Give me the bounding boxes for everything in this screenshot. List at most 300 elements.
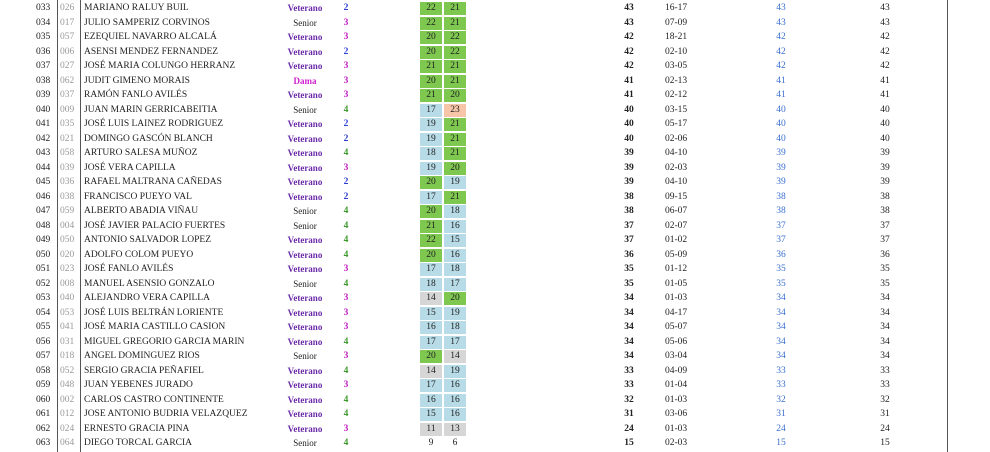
position-cell: 061 bbox=[36, 409, 51, 419]
total-repeat-cell: 35 bbox=[776, 278, 786, 289]
score-round-2-cell: 20 bbox=[444, 162, 466, 175]
total-cell: 41 bbox=[624, 90, 634, 100]
bib-number-cell: 035 bbox=[60, 119, 75, 129]
final-total-cell: 36 bbox=[880, 249, 890, 260]
score-round-2-cell: 16 bbox=[444, 220, 466, 233]
tiebreak-cell: 03-06 bbox=[665, 409, 688, 419]
final-total-cell: 34 bbox=[880, 307, 890, 318]
score-round-1-cell: 21 bbox=[420, 89, 442, 102]
final-total-cell: 42 bbox=[880, 46, 890, 57]
tiebreak-cell: 07-09 bbox=[665, 17, 688, 28]
position-cell: 055 bbox=[36, 322, 51, 332]
group-cell: 3 bbox=[343, 75, 349, 86]
category-cell: Veterano bbox=[287, 46, 323, 57]
position-cell: 034 bbox=[36, 17, 51, 28]
position-cell: 052 bbox=[36, 278, 51, 289]
score-round-2-cell: 18 bbox=[444, 205, 466, 218]
table-row bbox=[0, 349, 990, 364]
group-cell: 4 bbox=[343, 206, 349, 216]
position-cell: 048 bbox=[36, 220, 51, 231]
player-name-cell: JOSÉ VERA CAPILLA bbox=[84, 162, 176, 173]
score-round-2-cell: 16 bbox=[444, 394, 466, 407]
total-repeat-cell: 39 bbox=[776, 162, 786, 173]
final-total-cell: 42 bbox=[880, 32, 890, 42]
group-cell: 4 bbox=[343, 235, 349, 245]
score-round-2-cell: 21 bbox=[444, 191, 466, 204]
position-cell: 036 bbox=[36, 46, 51, 57]
total-repeat-cell: 40 bbox=[776, 133, 786, 144]
position-cell: 059 bbox=[36, 380, 51, 390]
score-round-1-cell: 14 bbox=[420, 365, 442, 378]
category-cell: Veterano bbox=[287, 61, 323, 71]
group-cell: 2 bbox=[343, 177, 349, 187]
total-repeat-cell: 40 bbox=[776, 104, 786, 115]
group-cell: 3 bbox=[343, 293, 349, 303]
score-round-2-cell: 21 bbox=[444, 118, 466, 131]
final-total-cell: 37 bbox=[880, 235, 890, 245]
tiebreak-cell: 18-21 bbox=[665, 32, 688, 42]
category-cell: Veterano bbox=[287, 235, 323, 245]
total-cell: 38 bbox=[624, 191, 634, 202]
total-repeat-cell: 43 bbox=[776, 17, 786, 28]
category-cell: Veterano bbox=[287, 133, 323, 144]
total-repeat-cell: 34 bbox=[776, 307, 786, 318]
score-round-1-cell: 14 bbox=[420, 292, 442, 305]
total-repeat-cell: 38 bbox=[776, 191, 786, 202]
total-repeat-cell: 37 bbox=[776, 235, 786, 245]
category-cell: Senior bbox=[293, 278, 317, 289]
position-cell: 046 bbox=[36, 191, 51, 202]
player-name-cell: ANGEL DOMINGUEZ RIOS bbox=[84, 351, 200, 361]
score-round-1-cell: 15 bbox=[420, 408, 442, 421]
player-name-cell: EZEQUIEL NAVARRO ALCALÁ bbox=[84, 32, 217, 42]
player-name-cell: JOSÉ LUIS LAINEZ RODRIGUEZ bbox=[84, 119, 224, 129]
final-total-cell: 42 bbox=[880, 61, 890, 71]
total-cell: 33 bbox=[624, 365, 634, 376]
score-round-2-cell: 17 bbox=[444, 278, 466, 291]
score-round-2-cell: 16 bbox=[444, 249, 466, 262]
total-cell: 36 bbox=[624, 249, 634, 260]
total-repeat-cell: 34 bbox=[776, 336, 786, 347]
player-name-cell: RAMÓN FANLO AVILÉS bbox=[84, 90, 188, 100]
total-cell: 35 bbox=[624, 264, 634, 274]
final-total-cell: 39 bbox=[880, 162, 890, 173]
player-name-cell: JOSÉ MARIA CASTILLO CASION bbox=[84, 322, 226, 332]
player-name-cell: FRANCISCO PUEYO VAL bbox=[84, 191, 192, 202]
score-round-1-cell: 19 bbox=[420, 162, 442, 175]
score-round-1-cell: 22 bbox=[420, 2, 442, 15]
position-cell: 057 bbox=[36, 351, 51, 361]
position-cell: 039 bbox=[36, 90, 51, 100]
score-round-1-cell: 21 bbox=[420, 60, 442, 73]
category-cell: Senior bbox=[293, 206, 317, 216]
group-cell: 3 bbox=[343, 17, 349, 28]
bib-number-cell: 062 bbox=[60, 75, 75, 86]
player-name-cell: JOSÉ LUIS BELTRÁN LORIENTE bbox=[84, 307, 224, 318]
total-repeat-cell: 41 bbox=[776, 75, 786, 86]
score-round-2-cell: 20 bbox=[444, 89, 466, 102]
category-cell: Senior bbox=[293, 351, 317, 361]
group-cell: 3 bbox=[343, 380, 349, 390]
score-round-1-cell: 17 bbox=[420, 191, 442, 204]
score-round-1-cell: 17 bbox=[420, 104, 442, 117]
total-repeat-cell: 42 bbox=[776, 32, 786, 42]
position-cell: 049 bbox=[36, 235, 51, 245]
total-cell: 34 bbox=[624, 336, 634, 347]
group-cell: 3 bbox=[343, 61, 349, 71]
bib-number-cell: 050 bbox=[60, 235, 75, 245]
position-cell: 053 bbox=[36, 293, 51, 303]
table-row bbox=[0, 422, 990, 437]
group-cell: 4 bbox=[343, 249, 349, 260]
group-cell: 2 bbox=[343, 191, 349, 202]
total-repeat-cell: 37 bbox=[776, 220, 786, 231]
position-cell: 054 bbox=[36, 307, 51, 318]
player-name-cell: ANTONIO SALVADOR LOPEZ bbox=[84, 235, 212, 245]
category-cell: Veterano bbox=[287, 336, 323, 347]
score-round-2-cell: 18 bbox=[444, 263, 466, 276]
category-cell: Veterano bbox=[287, 249, 323, 260]
total-repeat-cell: 34 bbox=[776, 351, 786, 361]
final-total-cell: 43 bbox=[880, 3, 890, 13]
group-cell: 3 bbox=[343, 32, 349, 42]
table-row bbox=[0, 175, 990, 190]
final-total-cell: 40 bbox=[880, 133, 890, 144]
player-name-cell: SERGIO GRACIA PEÑAFIEL bbox=[84, 365, 204, 376]
bib-number-cell: 009 bbox=[60, 104, 75, 115]
group-cell: 3 bbox=[343, 307, 349, 318]
total-cell: 37 bbox=[624, 235, 634, 245]
position-cell: 062 bbox=[36, 423, 51, 434]
group-cell: 4 bbox=[343, 104, 349, 115]
tiebreak-cell: 02-13 bbox=[665, 75, 688, 86]
category-cell: Veterano bbox=[287, 119, 323, 129]
final-total-cell: 35 bbox=[880, 264, 890, 274]
bib-number-cell: 023 bbox=[60, 264, 75, 274]
bib-number-cell: 017 bbox=[60, 17, 75, 28]
score-round-1-cell: 20 bbox=[420, 176, 442, 189]
player-name-cell: ALBERTO ABADIA VIÑAU bbox=[84, 206, 199, 216]
category-cell: Senior bbox=[293, 220, 317, 231]
score-round-2-cell: 14 bbox=[444, 350, 466, 363]
bib-number-cell: 052 bbox=[60, 365, 75, 376]
group-cell: 4 bbox=[343, 438, 349, 448]
total-cell: 38 bbox=[624, 206, 634, 216]
player-name-cell: JULIO SAMPERIZ CORVINOS bbox=[84, 17, 210, 28]
score-round-2-cell: 20 bbox=[444, 292, 466, 305]
player-name-cell: JOSE ANTONIO BUDRIA VELAZQUEZ bbox=[84, 409, 248, 419]
tiebreak-cell: 02-07 bbox=[665, 220, 688, 231]
category-cell: Veterano bbox=[287, 264, 323, 274]
total-cell: 40 bbox=[624, 119, 634, 129]
position-cell: 037 bbox=[36, 61, 51, 71]
category-cell: Veterano bbox=[287, 90, 323, 100]
tiebreak-cell: 02-12 bbox=[665, 90, 688, 100]
score-round-2-cell: 19 bbox=[444, 307, 466, 320]
total-cell: 42 bbox=[624, 32, 634, 42]
table-row bbox=[0, 88, 990, 103]
group-cell: 3 bbox=[343, 423, 349, 434]
player-name-cell: ASENSI MENDEZ FERNANDEZ bbox=[84, 46, 219, 57]
position-cell: 058 bbox=[36, 365, 51, 376]
group-cell: 2 bbox=[343, 133, 349, 144]
final-total-cell: 37 bbox=[880, 220, 890, 231]
bib-number-cell: 027 bbox=[60, 61, 75, 71]
final-total-cell: 43 bbox=[880, 17, 890, 28]
score-round-1-cell: 17 bbox=[420, 379, 442, 392]
bib-number-cell: 041 bbox=[60, 322, 75, 332]
score-round-2-cell: 17 bbox=[444, 336, 466, 349]
tiebreak-cell: 01-04 bbox=[665, 380, 688, 390]
bib-number-cell: 064 bbox=[60, 438, 75, 448]
group-cell: 4 bbox=[343, 278, 349, 289]
group-cell: 3 bbox=[343, 264, 349, 274]
bib-number-cell: 038 bbox=[60, 191, 75, 202]
category-cell: Veterano bbox=[287, 423, 323, 434]
final-total-cell: 34 bbox=[880, 322, 890, 332]
total-repeat-cell: 38 bbox=[776, 206, 786, 216]
tiebreak-cell: 09-15 bbox=[665, 191, 688, 202]
total-cell: 33 bbox=[624, 380, 634, 390]
final-total-cell: 35 bbox=[880, 278, 890, 289]
table-row bbox=[0, 190, 990, 205]
table-row bbox=[0, 393, 990, 408]
total-cell: 34 bbox=[624, 307, 634, 318]
position-cell: 051 bbox=[36, 264, 51, 274]
total-cell: 39 bbox=[624, 177, 634, 187]
player-name-cell: JOSÉ JAVIER PALACIO FUERTES bbox=[84, 220, 226, 231]
final-total-cell: 33 bbox=[880, 365, 890, 376]
table-row bbox=[0, 103, 990, 118]
category-cell: Senior bbox=[293, 17, 317, 28]
total-cell: 39 bbox=[624, 162, 634, 173]
score-round-1-cell: 15 bbox=[420, 307, 442, 320]
tiebreak-cell: 06-07 bbox=[665, 206, 688, 216]
category-cell: Veterano bbox=[287, 3, 323, 13]
score-round-1-cell: 16 bbox=[420, 321, 442, 334]
category-cell: Veterano bbox=[287, 307, 323, 318]
category-cell: Veterano bbox=[287, 409, 323, 419]
total-repeat-cell: 32 bbox=[776, 394, 786, 405]
position-cell: 041 bbox=[36, 119, 51, 129]
player-name-cell: MIGUEL GREGORIO GARCIA MARIN bbox=[84, 336, 245, 347]
bib-number-cell: 021 bbox=[60, 133, 75, 144]
group-cell: 3 bbox=[343, 351, 349, 361]
score-round-2-cell: 22 bbox=[444, 46, 466, 59]
score-round-2-cell: 21 bbox=[444, 75, 466, 88]
total-cell: 34 bbox=[624, 351, 634, 361]
score-round-2-cell: 16 bbox=[444, 408, 466, 421]
group-cell: 2 bbox=[343, 119, 349, 129]
score-round-1-cell: 22 bbox=[420, 234, 442, 247]
category-cell: Dama bbox=[293, 75, 317, 86]
total-cell: 43 bbox=[624, 17, 634, 28]
bib-number-cell: 036 bbox=[60, 177, 75, 187]
final-total-cell: 34 bbox=[880, 351, 890, 361]
final-total-cell: 32 bbox=[880, 394, 890, 405]
total-repeat-cell: 35 bbox=[776, 264, 786, 274]
bib-number-cell: 037 bbox=[60, 90, 75, 100]
score-round-2-cell: 21 bbox=[444, 2, 466, 15]
score-round-1-cell: 20 bbox=[420, 31, 442, 44]
table-row bbox=[0, 436, 990, 451]
score-round-2-cell: 19 bbox=[444, 176, 466, 189]
tiebreak-cell: 01-05 bbox=[665, 278, 688, 289]
group-cell: 3 bbox=[343, 162, 349, 173]
tiebreak-cell: 03-04 bbox=[665, 351, 688, 361]
total-cell: 43 bbox=[624, 3, 634, 13]
table-row bbox=[0, 378, 990, 393]
group-cell: 4 bbox=[343, 336, 349, 347]
position-cell: 038 bbox=[36, 75, 51, 86]
table-row bbox=[0, 262, 990, 277]
player-name-cell: ADOLFO COLOM PUEYO bbox=[84, 249, 194, 260]
group-cell: 4 bbox=[343, 394, 349, 405]
score-round-1-cell: 16 bbox=[420, 394, 442, 407]
tiebreak-cell: 01-02 bbox=[665, 235, 688, 245]
position-cell: 042 bbox=[36, 133, 51, 144]
score-round-1-cell: 21 bbox=[420, 220, 442, 233]
score-round-2-cell: 18 bbox=[444, 321, 466, 334]
table-row bbox=[0, 407, 990, 422]
player-name-cell: JUAN MARIN GERRICABEITIA bbox=[84, 104, 218, 115]
bib-number-cell: 012 bbox=[60, 409, 75, 419]
table-row bbox=[0, 306, 990, 321]
score-round-1-cell: 20 bbox=[420, 46, 442, 59]
final-total-cell: 15 bbox=[880, 438, 890, 448]
position-cell: 060 bbox=[36, 394, 51, 405]
total-repeat-cell: 24 bbox=[776, 423, 786, 434]
player-name-cell: JOSÉ FANLO AVILÉS bbox=[84, 264, 174, 274]
bib-number-cell: 039 bbox=[60, 162, 75, 173]
bib-number-cell: 031 bbox=[60, 336, 75, 347]
table-row bbox=[0, 364, 990, 379]
category-cell: Veterano bbox=[287, 394, 323, 405]
player-name-cell: DIEGO TORCAL GARCIA bbox=[84, 438, 193, 448]
score-round-2-cell: 15 bbox=[444, 234, 466, 247]
table-row bbox=[0, 161, 990, 176]
total-cell: 37 bbox=[624, 220, 634, 231]
score-round-1-cell: 17 bbox=[420, 263, 442, 276]
bib-number-cell: 004 bbox=[60, 220, 75, 231]
score-round-1-cell: 11 bbox=[420, 423, 442, 436]
total-repeat-cell: 34 bbox=[776, 293, 786, 303]
bib-number-cell: 020 bbox=[60, 249, 75, 260]
final-total-cell: 38 bbox=[880, 191, 890, 202]
tiebreak-cell: 02-06 bbox=[665, 133, 688, 144]
total-repeat-cell: 43 bbox=[776, 3, 786, 13]
total-repeat-cell: 31 bbox=[776, 409, 786, 419]
total-repeat-cell: 36 bbox=[776, 249, 786, 260]
table-row bbox=[0, 117, 990, 132]
total-cell: 40 bbox=[624, 104, 634, 115]
score-round-2-cell: 6 bbox=[452, 438, 458, 448]
final-total-cell: 40 bbox=[880, 104, 890, 115]
total-cell: 41 bbox=[624, 75, 634, 86]
table-row bbox=[0, 1, 990, 16]
group-cell: 4 bbox=[343, 220, 349, 231]
final-total-cell: 34 bbox=[880, 293, 890, 303]
player-name-cell: ARTURO SALESA MUÑOZ bbox=[84, 148, 198, 158]
tiebreak-cell: 16-17 bbox=[665, 3, 688, 13]
table-row bbox=[0, 233, 990, 248]
bib-number-cell: 048 bbox=[60, 380, 75, 390]
position-cell: 043 bbox=[36, 148, 51, 158]
score-round-1-cell: 20 bbox=[420, 75, 442, 88]
position-cell: 056 bbox=[36, 336, 51, 347]
table-row bbox=[0, 335, 990, 350]
total-cell: 42 bbox=[624, 61, 634, 71]
bib-number-cell: 058 bbox=[60, 148, 75, 158]
bib-number-cell: 018 bbox=[60, 351, 75, 361]
score-round-1-cell: 20 bbox=[420, 205, 442, 218]
final-total-cell: 33 bbox=[880, 380, 890, 390]
tiebreak-cell: 01-03 bbox=[665, 293, 688, 303]
table-row bbox=[0, 277, 990, 292]
bib-number-cell: 024 bbox=[60, 423, 75, 434]
bib-number-cell: 059 bbox=[60, 206, 75, 216]
bib-number-cell: 057 bbox=[60, 32, 75, 42]
table-row bbox=[0, 30, 990, 45]
player-name-cell: JOSÉ MARIA COLUNGO HERRANZ bbox=[84, 61, 236, 71]
category-cell: Veterano bbox=[287, 162, 323, 173]
bib-number-cell: 040 bbox=[60, 293, 75, 303]
tiebreak-cell: 03-05 bbox=[665, 61, 688, 71]
player-name-cell: MANUEL ASENSIO GONZALO bbox=[84, 278, 215, 289]
total-cell: 24 bbox=[624, 423, 634, 434]
score-round-1-cell: 19 bbox=[420, 118, 442, 131]
player-name-cell: ALEJANDRO VERA CAPILLA bbox=[84, 293, 210, 303]
score-round-2-cell: 13 bbox=[444, 423, 466, 436]
group-cell: 3 bbox=[343, 90, 349, 100]
score-round-2-cell: 16 bbox=[444, 379, 466, 392]
tiebreak-cell: 02-10 bbox=[665, 46, 688, 57]
table-row bbox=[0, 291, 990, 306]
final-total-cell: 24 bbox=[880, 423, 890, 434]
tiebreak-cell: 02-03 bbox=[665, 438, 688, 448]
category-cell: Senior bbox=[293, 104, 317, 115]
total-cell: 35 bbox=[624, 278, 634, 289]
group-cell: 4 bbox=[343, 148, 349, 158]
player-name-cell: JUDIT GIMENO MORAIS bbox=[84, 75, 190, 86]
bib-number-cell: 002 bbox=[60, 394, 75, 405]
table-row bbox=[0, 132, 990, 147]
tiebreak-cell: 02-03 bbox=[665, 162, 688, 173]
final-total-cell: 39 bbox=[880, 148, 890, 158]
score-round-2-cell: 23 bbox=[444, 104, 466, 117]
score-round-1-cell: 20 bbox=[420, 350, 442, 363]
tiebreak-cell: 01-03 bbox=[665, 423, 688, 434]
player-name-cell: ERNESTO GRACIA PINA bbox=[84, 423, 190, 434]
position-cell: 035 bbox=[36, 32, 51, 42]
final-total-cell: 40 bbox=[880, 119, 890, 129]
table-row bbox=[0, 146, 990, 161]
total-cell: 32 bbox=[624, 394, 634, 405]
score-round-2-cell: 22 bbox=[444, 31, 466, 44]
category-cell: Veterano bbox=[287, 380, 323, 390]
total-cell: 40 bbox=[624, 133, 634, 144]
group-cell: 2 bbox=[343, 3, 349, 13]
category-cell: Veterano bbox=[287, 293, 323, 303]
score-round-1-cell: 19 bbox=[420, 133, 442, 146]
total-repeat-cell: 41 bbox=[776, 90, 786, 100]
table-row bbox=[0, 59, 990, 74]
table-row bbox=[0, 16, 990, 31]
score-round-1-cell: 20 bbox=[420, 249, 442, 262]
final-total-cell: 34 bbox=[880, 336, 890, 347]
total-cell: 39 bbox=[624, 148, 634, 158]
total-cell: 42 bbox=[624, 46, 634, 57]
